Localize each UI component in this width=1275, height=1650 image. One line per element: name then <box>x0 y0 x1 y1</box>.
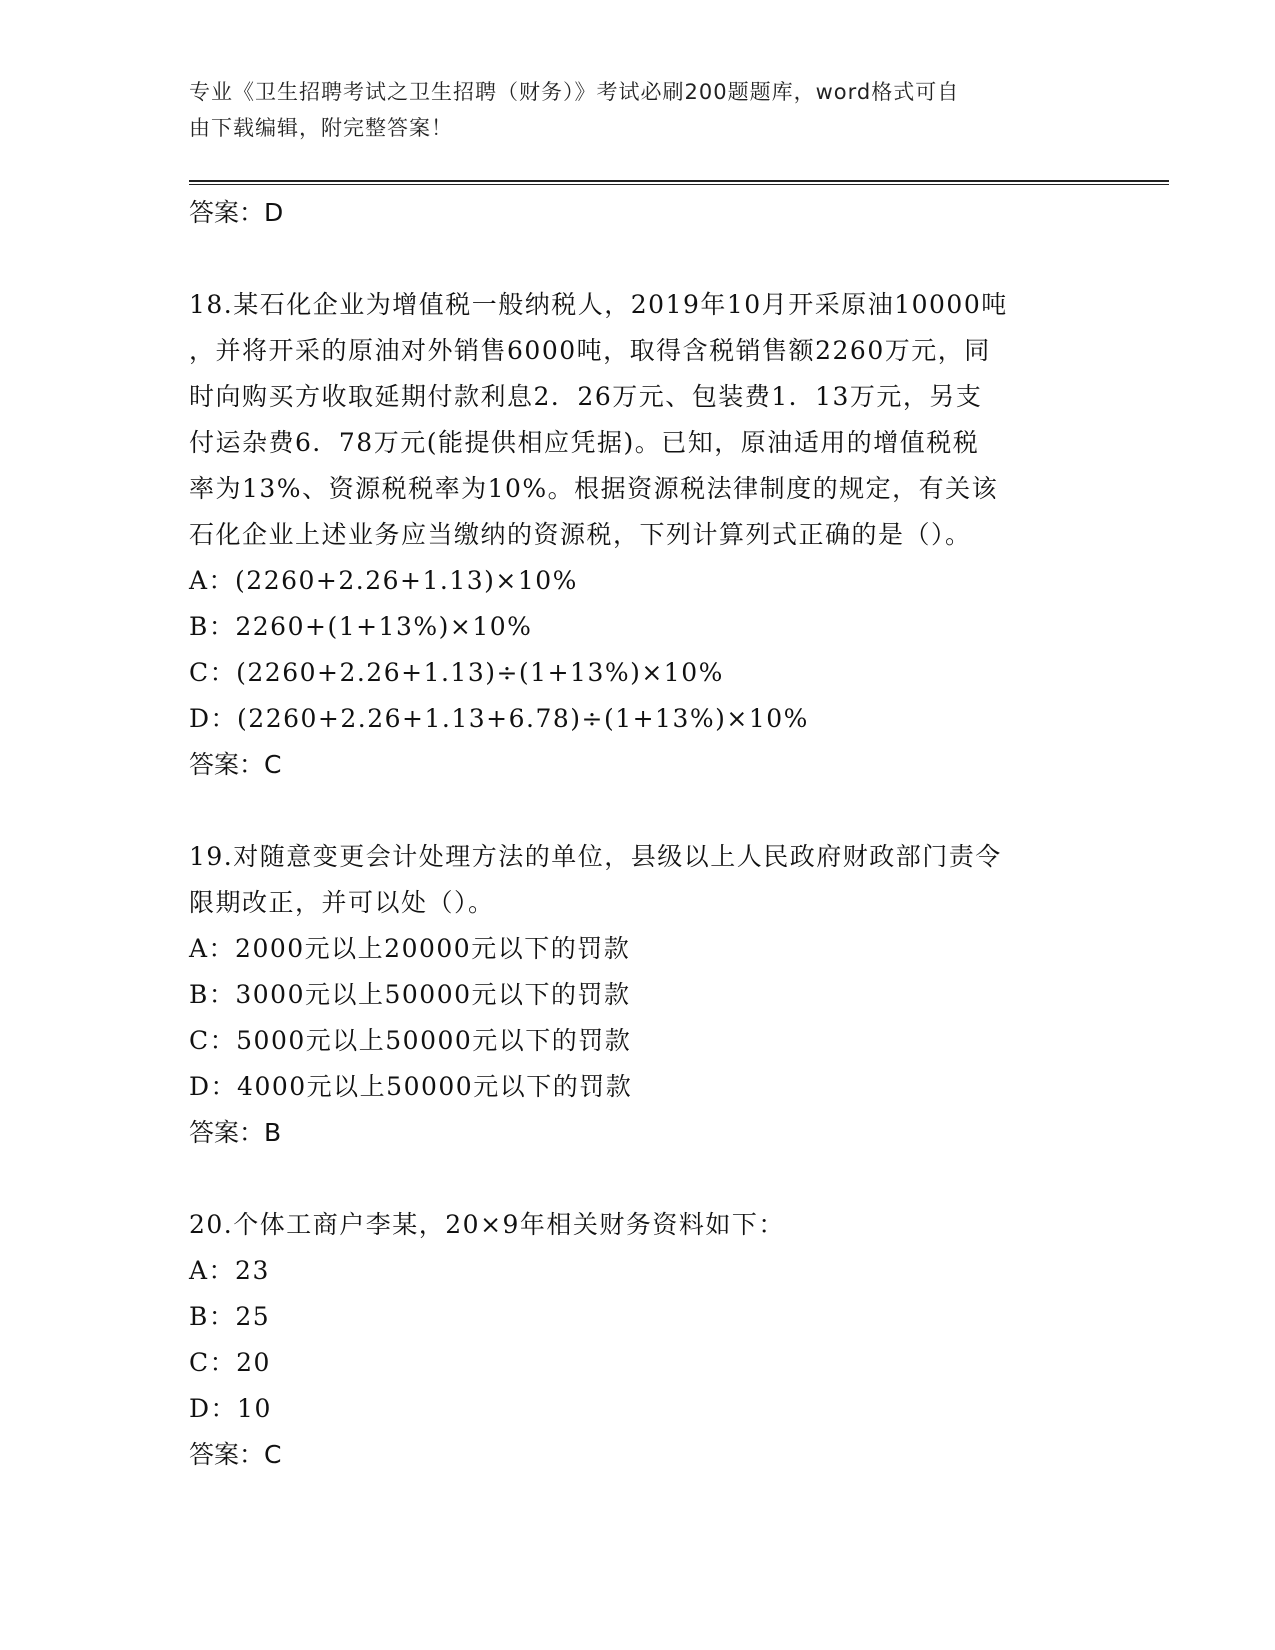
spacer <box>189 1156 1089 1202</box>
spacer <box>189 788 1089 834</box>
option-d: D：(2260+2.26+1.13+6.78)÷(1+13%)×10% <box>189 704 809 733</box>
option-a: A：(2260+2.26+1.13)×10% <box>189 566 578 595</box>
option-a: A：23 <box>189 1256 270 1285</box>
answer: 答案：C <box>189 750 282 779</box>
header-rule-thin <box>189 184 1169 185</box>
question-text-line: 石化企业上述业务应当缴纳的资源税，下列计算列式正确的是（）。 <box>189 520 972 549</box>
document-header <box>189 74 1089 146</box>
question-text-line: 付运杂费6．78万元(能提供相应凭据)。已知，原油适用的增值税税 <box>189 428 980 457</box>
question-text-line: 时向购买方收取延期付款利息2．26万元、包装费1．13万元，另支 <box>189 382 983 411</box>
question-text-line: ，并将开采的原油对外销售6000吨，取得含税销售额2260万元，同 <box>189 336 991 365</box>
answer: 答案：B <box>189 1118 282 1147</box>
option-c: C：5000元以上50000元以下的罚款 <box>189 1026 632 1055</box>
option-b: B：2260+(1+13%)×10% <box>189 612 533 641</box>
option-d: D：10 <box>189 1394 272 1423</box>
question-text-line: 率为13%、资源税税率为10%。根据资源税法律制度的规定，有关该 <box>189 474 999 503</box>
question-block-18 <box>189 282 1089 788</box>
spacer <box>189 236 1089 282</box>
question-block-20 <box>189 1202 1089 1478</box>
option-d: D：4000元以上50000元以下的罚款 <box>189 1072 633 1101</box>
question-text-line: 19.对随意变更会计处理方法的单位，县级以上人民政府财政部门责令 <box>189 842 1002 871</box>
answer: 答案：C <box>189 1440 282 1469</box>
option-c: C：20 <box>189 1348 271 1377</box>
option-a: A：2000元以上20000元以下的罚款 <box>189 934 631 963</box>
option-c: C：(2260+2.26+1.13)÷(1+13%)×10% <box>189 658 724 687</box>
option-b: B：25 <box>189 1302 271 1331</box>
header-line-2: 由下载编辑，附完整答案！ <box>189 116 453 140</box>
option-b: B：3000元以上50000元以下的罚款 <box>189 980 631 1009</box>
previous-answer: 答案：D <box>189 198 284 227</box>
header-line-1: 专业《卫生招聘考试之卫生招聘（财务）》考试必刷200题题库，word格式可自 <box>189 80 960 104</box>
question-text-line: 20.个体工商户李某，20×9年相关财务资料如下： <box>189 1210 785 1239</box>
header-rule-thick <box>189 180 1169 182</box>
document-body <box>189 190 1089 1478</box>
question-text-line: 18.某石化企业为增值税一般纳税人，2019年10月开采原油10000吨 <box>189 290 1008 319</box>
question-block-19 <box>189 834 1089 1156</box>
question-text-line: 限期改正，并可以处（）。 <box>189 888 495 917</box>
